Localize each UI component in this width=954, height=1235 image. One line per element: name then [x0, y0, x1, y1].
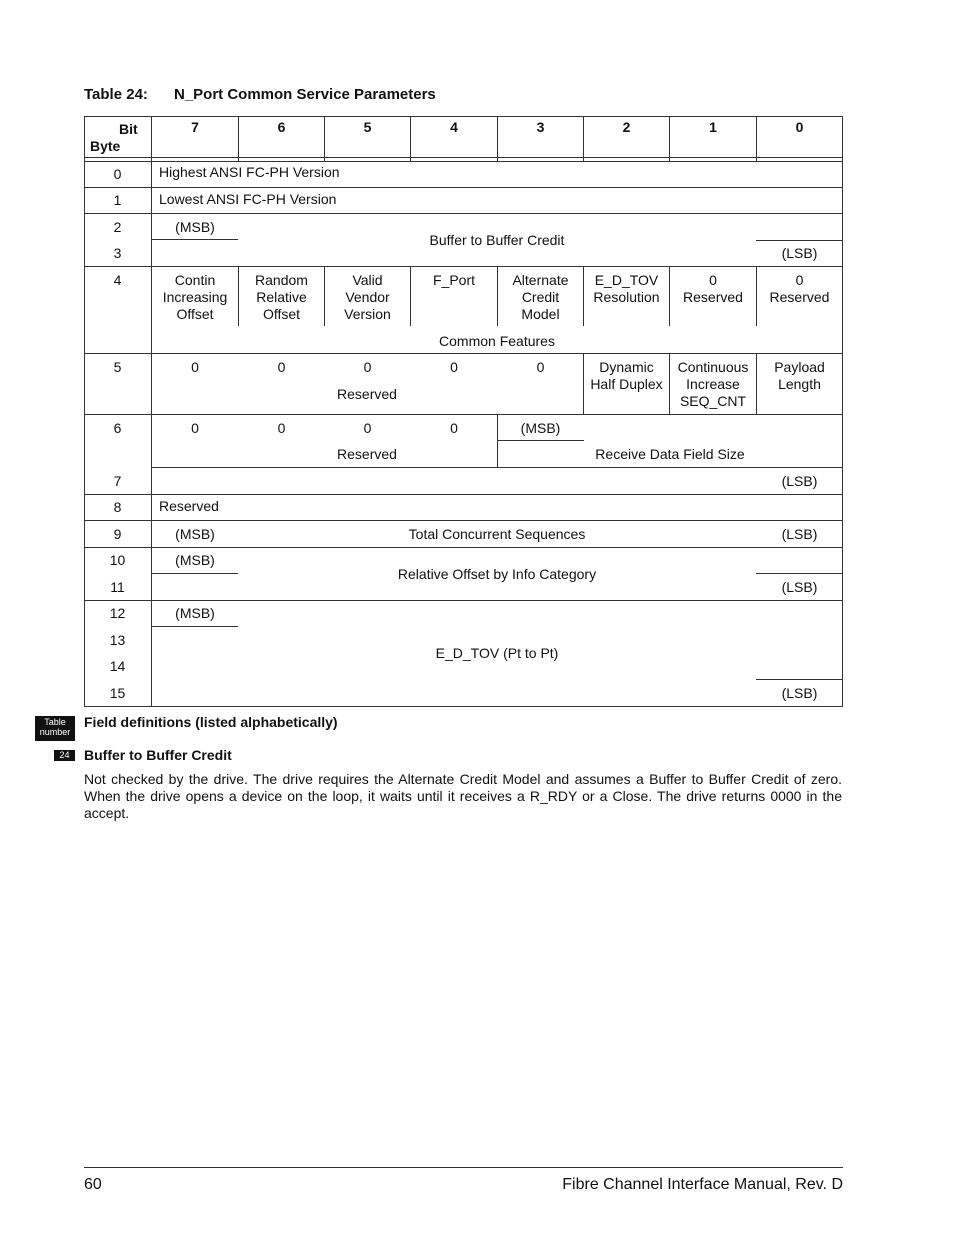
table-top-border [84, 116, 843, 117]
footer-rule [84, 1167, 843, 1168]
byte8-reserved: Reserved [159, 498, 219, 514]
lsb-label: (LSB) [781, 526, 818, 542]
tag-line: number [39, 727, 71, 737]
valid-vendor-version [325, 272, 410, 323]
row-separator [84, 520, 843, 521]
byte-number: 14 [109, 658, 126, 674]
zero-value: 0 [191, 420, 199, 436]
cell-line: Increasing [162, 289, 228, 305]
field-definitions-heading: Field definitions (listed alphabetically) [84, 714, 338, 730]
cell-line: Version [344, 306, 391, 322]
cell-line: Alternate [512, 272, 569, 288]
byte-number: 3 [113, 245, 122, 261]
header-rule-1 [84, 157, 843, 158]
row-separator [84, 213, 843, 214]
zero-value: 0 [191, 359, 199, 375]
bit-header-7: 7 [191, 119, 199, 135]
payload-length [757, 359, 842, 393]
reserved-bit-0 [757, 272, 842, 306]
row-separator [84, 266, 843, 267]
cell-line: Length [778, 376, 821, 392]
byte-number: 13 [109, 632, 126, 648]
buffer-credit-description: Not checked by the drive. The drive requires the Alternate Credit Model and assumes a Buffer to Buffer Credit of zero. When the drive opens a device on the loop, it waits until it receives a R_RDY or a Close. The drive returns 0000 in the accept. [84, 771, 842, 821]
reserved-bit-1 [670, 272, 756, 306]
buffer-credit-label: Buffer to Buffer Credit [429, 232, 565, 248]
msb-label: (MSB) [175, 526, 215, 542]
msb-label: (MSB) [175, 219, 215, 235]
lsb-label: (LSB) [781, 579, 818, 595]
row-separator [84, 600, 843, 601]
cell-line: F_Port [432, 272, 475, 288]
cell-line: Valid [352, 272, 383, 288]
cell-line: Contin [174, 272, 216, 288]
e-d-tov-pt-to-pt: E_D_TOV (Pt to Pt) [435, 645, 559, 661]
bit-header-1: 1 [709, 119, 717, 135]
total-concurrent-sequences: Total Concurrent Sequences [408, 526, 586, 542]
byte-number: 1 [113, 192, 122, 208]
highest-version: Highest ANSI FC-PH Version [159, 164, 340, 180]
cell-line: Resolution [593, 289, 660, 305]
contin-increasing-offset [152, 272, 238, 323]
row-separator [84, 494, 843, 495]
table-title: N_Port Common Service Parameters [174, 86, 436, 103]
cell-line: Model [521, 306, 560, 322]
cell-line: Reserved [769, 289, 830, 305]
random-relative-offset [239, 272, 324, 323]
byte-number: 4 [113, 272, 122, 288]
row-separator [84, 187, 843, 188]
byte-number: 9 [113, 526, 122, 542]
byte-number: 7 [113, 473, 122, 489]
dynamic-half-duplex [584, 359, 669, 393]
cell-line: Reserved [683, 289, 743, 305]
bit-header-0: 0 [795, 119, 804, 135]
table-bottom-border [84, 706, 843, 707]
row-separator [151, 467, 843, 468]
bit-label: Bit [119, 121, 138, 137]
page-number: 60 [84, 1176, 102, 1193]
byte-label: Byte [90, 138, 121, 154]
cell-line: Credit [521, 289, 560, 305]
cell-line: 0 [709, 272, 717, 288]
byte-number: 11 [110, 579, 125, 595]
manual-title: Fibre Channel Interface Manual, Rev. D [562, 1176, 843, 1193]
byte-number: 10 [109, 552, 126, 568]
cell-line: Vendor [345, 289, 390, 305]
zero-value: 0 [450, 420, 458, 436]
bit-header-4: 4 [450, 119, 458, 135]
alternate-credit-model [498, 272, 583, 323]
cell-line: Relative [256, 289, 307, 305]
zero-value: 0 [363, 359, 372, 375]
table-24-tag: 24 [54, 750, 75, 761]
byte-number: 0 [113, 166, 122, 182]
f-port [411, 272, 497, 289]
common-features-label: Common Features [439, 333, 555, 349]
table-number: Table 24: [84, 86, 148, 103]
lsb-overline [756, 240, 843, 241]
bit-header-3: 3 [536, 119, 545, 135]
receive-data-field-size: Receive Data Field Size [595, 446, 745, 462]
msb-underline [497, 440, 584, 441]
reserved-label: Reserved [337, 386, 397, 402]
lsb-label: (LSB) [781, 473, 818, 489]
msb-label: (MSB) [520, 420, 561, 436]
row-separator [84, 353, 843, 354]
continuous-increase-seq-cnt [670, 359, 756, 410]
cell-line: SEQ_CNT [679, 393, 747, 409]
tag-line: Table [44, 717, 66, 727]
table-right-border [842, 116, 843, 706]
relative-offset-by-info-category: Relative Offset by Info Category [397, 566, 597, 582]
parameters-table [84, 116, 843, 706]
byte-number: 12 [109, 605, 126, 621]
row-separator [84, 547, 843, 548]
byte-number: 15 [109, 685, 126, 701]
msb-underline [151, 626, 238, 627]
cell-line: Random [255, 272, 308, 288]
cell-line: Dynamic [599, 359, 654, 375]
byte-number: 6 [113, 420, 122, 436]
zero-value: 0 [277, 359, 286, 375]
cell-line: Continuous [677, 359, 749, 375]
zero-value: 0 [277, 420, 286, 436]
cell-line: 0 [795, 272, 804, 288]
zero-value: 0 [536, 359, 545, 375]
cell-line: Offset [176, 306, 214, 322]
e-d-tov-resolution [584, 272, 669, 306]
cell-line: E_D_TOV [594, 272, 659, 288]
cell-line: Increase [686, 376, 740, 392]
row-separator [84, 414, 843, 415]
zero-value: 0 [450, 359, 458, 375]
cell-line: Payload [774, 359, 825, 375]
lsb-label: (LSB) [781, 685, 818, 701]
buffer-credit-heading: Buffer to Buffer Credit [84, 747, 232, 763]
lowest-version: Lowest ANSI FC-PH Version [159, 191, 337, 207]
bit-header-6: 6 [277, 119, 286, 135]
byte-number: 5 [113, 359, 122, 375]
zero-value: 0 [363, 420, 372, 436]
byte-number: 2 [113, 219, 122, 235]
msb-label: (MSB) [175, 552, 215, 568]
reserved-label: Reserved [337, 446, 397, 462]
header-rule-2 [84, 161, 843, 162]
bit-header-5: 5 [363, 119, 372, 135]
lsb-overline [756, 573, 843, 574]
lsb-overline [756, 679, 843, 680]
table-caption [84, 86, 436, 103]
msb-label: (MSB) [175, 605, 215, 621]
cell-line: Offset [262, 306, 301, 322]
lsb-label: (LSB) [781, 245, 818, 261]
byte-number: 8 [113, 499, 122, 515]
table-number-tag [35, 716, 75, 741]
bit-header-2: 2 [622, 119, 631, 135]
cell-line: Half Duplex [590, 376, 663, 392]
